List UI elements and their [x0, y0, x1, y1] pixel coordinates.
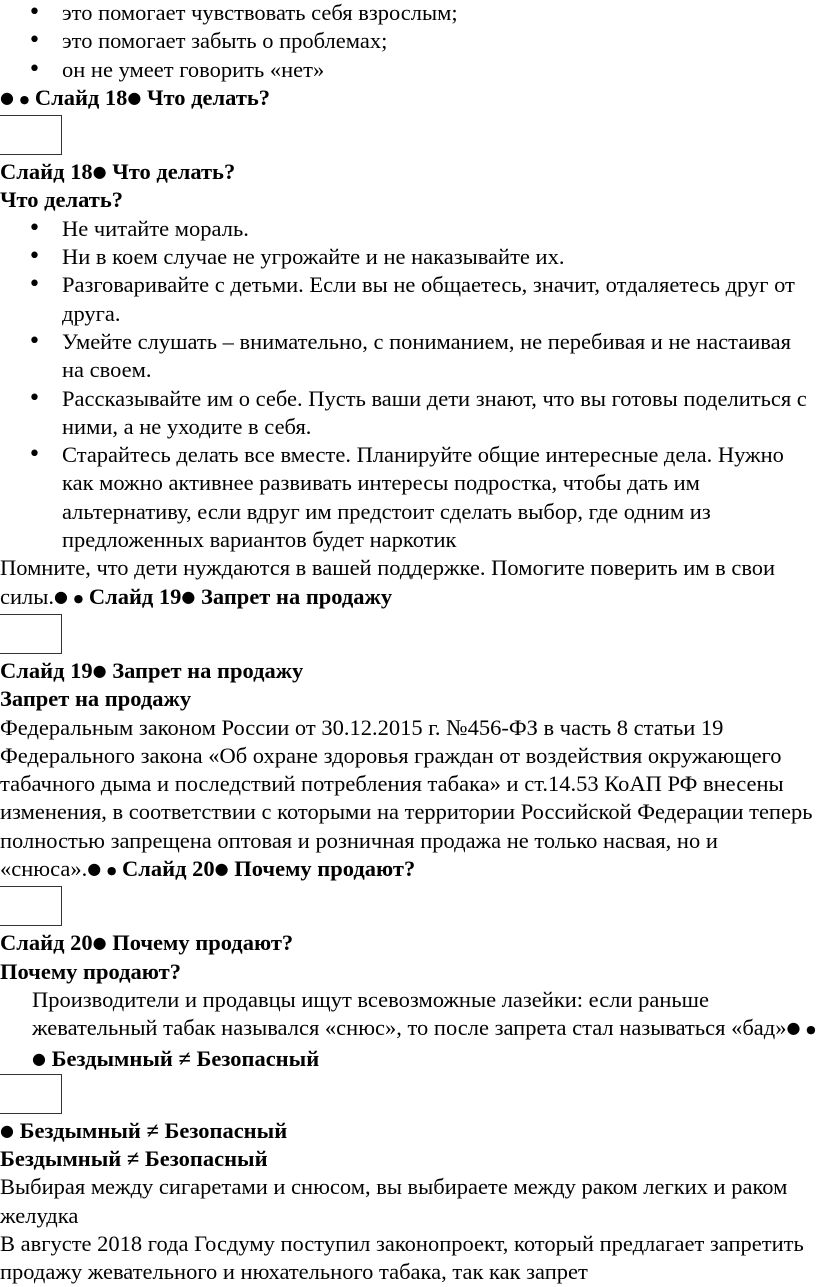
slide-20-body: Производители и продавцы ищут всевозможные лазейки: если раньше жевательный табак назывался «снюс», то после запрета стал называться «бад»● ● ● Бездымный ≠ Безопасный: [32, 986, 816, 1071]
bullet-dot-icon: ●: [786, 1018, 801, 1038]
slide-19-body: Федеральным законом России от 30.12.2015 г. №456-ФЗ в часть 8 статьи 19 Федерального закона «Об охране здоровья граждан от воздействия окружающего табачного дыма и последствий потребления табака» и ст.14.53 КоАП РФ внесены изменения, в соответствии с которыми на территории Российской Федерации теперь полностью запрещена оптовая и розничная продажа не только насвая, но и «снюса».● ● Слайд 20● Почему продают?: [0, 714, 813, 882]
slide-image-placeholder: [0, 614, 62, 654]
bullet-dot-icon: ●: [92, 162, 107, 182]
bullet-dot-icon: ●: [127, 87, 142, 107]
slide-20-heading: Почему продают?: [0, 958, 181, 984]
slide-18-label: Слайд 18● Что делать?: [0, 159, 236, 185]
list-item: • Старайтесь делать все вместе. Планируйте общие интересные дела. Нужно как можно активнее развивать интересы подростка, чтобы дать им альтернативу, если вдруг им предстоит сделать выбор, где одним из предложенных вариантов будет наркотик: [0, 441, 816, 554]
slide-18-header: ● ● Слайд 18● Что делать?: [0, 84, 271, 110]
bullet-dot-icon: ●: [73, 591, 84, 605]
slide-21-body-1: Выбирая между сигаретами и снюсом, вы выбираете между раком легких и раком желудка: [0, 1174, 788, 1228]
slide-21-body-2: В августе 2018 года Госдуму поступил законопроект, который предлагает запретить продажу жевательного и нюхательного табака, так как запрет: [0, 1230, 804, 1285]
slide-20-label: Слайд 20● Почему продают?: [0, 930, 294, 956]
slide-21-label: ● Бездымный ≠ Безопасный: [0, 1117, 288, 1143]
list-item: • Разговаривайте с детьми. Если вы не общаетесь, значит, отдаляетесь друг от друга.: [0, 271, 816, 328]
bullet-dot-icon: ●: [54, 586, 68, 606]
bullet-dot-icon: ●: [106, 864, 117, 878]
list-item: • Ни в коем случае не угрожайте и не наказывайте их.: [0, 243, 816, 271]
slide-image-placeholder: [0, 1074, 62, 1114]
bullet-dot-icon: ●: [0, 87, 14, 107]
bullet-dot-icon: ●: [181, 586, 196, 606]
slide-image-placeholder: [0, 115, 62, 155]
bullet-dot-icon: ●: [214, 859, 229, 879]
list-item: • Умейте слушать – внимательно, с пониманием, не перебивая и не настаивая на своем.: [0, 328, 816, 385]
list-item: • это помогает забыть о проблемах;: [0, 27, 816, 55]
slide-19-heading: Запрет на продажу: [0, 686, 192, 712]
slide-21-heading: Бездымный ≠ Безопасный: [0, 1146, 268, 1172]
slide-18-heading: Что делать?: [0, 187, 124, 213]
bullet-dot-icon: ●: [806, 1023, 816, 1037]
slide-image-placeholder: [0, 886, 62, 926]
list-item: • это помогает чувствовать себя взрослым;: [0, 0, 816, 27]
list-item: • Рассказывайте им о себе. Пусть ваши дети знают, что вы готовы поделиться с ними, а не уходите в себя.: [0, 385, 816, 442]
slide-18-closing: Помните, что дети нуждаются в вашей поддержке. Помогите поверить им в свои силы.● ● Слайд 19● Запрет на продажу: [0, 555, 776, 609]
bullet-dot-icon: ●: [19, 92, 30, 106]
bullet-dot-icon: ●: [87, 859, 102, 879]
bullet-dot-icon: ●: [32, 1048, 46, 1068]
top-bullet-list: [0, 0, 816, 84]
bullet-dot-icon: ●: [92, 660, 107, 680]
list-item: • он не умеет говорить «нет»: [0, 56, 816, 84]
list-item: • Не читайте мораль.: [0, 215, 816, 243]
bullet-dot-icon: ●: [0, 1120, 14, 1140]
bullet-dot-icon: ●: [92, 933, 107, 953]
slide-18-bullet-list: [0, 215, 816, 555]
slide-19-label: Слайд 19● Запрет на продажу: [0, 657, 304, 683]
